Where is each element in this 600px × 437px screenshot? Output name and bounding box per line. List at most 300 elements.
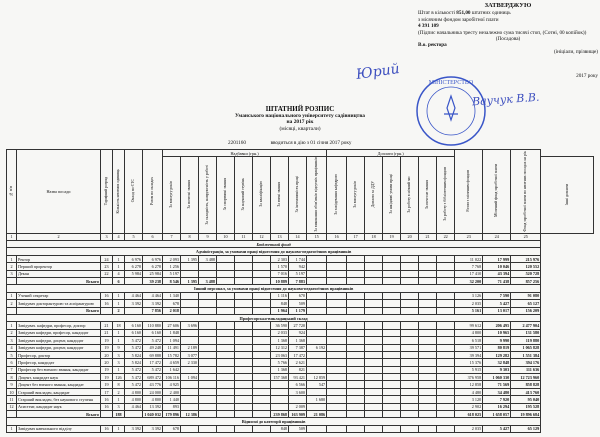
empty-cell	[235, 359, 253, 366]
empty-cell	[253, 255, 271, 262]
index-cell: 2	[17, 233, 101, 240]
surcharge-cell	[199, 425, 217, 432]
empty-cell	[419, 270, 437, 277]
surcharge-cell: 15 782	[163, 351, 181, 358]
monthly-fund-cell: 206 495	[483, 322, 511, 329]
total-month-cell: 3 120	[455, 396, 483, 403]
col-monthly-fund: Місячний фонд заробітної плати	[483, 150, 511, 234]
total-rate-cell: 7 856	[143, 307, 163, 314]
empty-cell	[419, 300, 437, 307]
empty-cell	[437, 329, 455, 336]
empty-cell	[253, 307, 271, 314]
empty-cell	[217, 344, 235, 351]
empty-cell	[217, 270, 235, 277]
empty-cell	[365, 359, 383, 366]
col-group-bonus: Доплати (грн.)	[327, 150, 455, 157]
fund-note: (Підпис начальника тресту незалежно сума тисячі стоп, (Сотні, 00 копійок))	[418, 29, 587, 36]
empty-cell	[437, 263, 455, 270]
signature-second: Ваучук В.В.	[471, 90, 540, 109]
empty-cell	[217, 366, 235, 373]
empty-cell	[235, 300, 253, 307]
total-rate-cell: 6 976	[143, 255, 163, 262]
empty-cell	[347, 255, 365, 262]
tariff-cell	[101, 277, 113, 284]
surcharge-cell: 893	[163, 403, 181, 410]
empty-cell	[419, 359, 437, 366]
empty-cell	[383, 396, 401, 403]
empty-cell	[347, 292, 365, 299]
col-sub-10: За вислугу років	[347, 157, 365, 234]
table-row	[7, 388, 594, 395]
empty-cell	[437, 359, 455, 366]
total-month-cell: 99 612	[455, 322, 483, 329]
empty-cell	[419, 388, 437, 395]
surcharge-cell: 848	[271, 425, 289, 432]
count-cell: 3	[113, 403, 125, 410]
name-label: (ініціали, прізвище)	[553, 48, 598, 55]
empty-cell	[365, 263, 383, 270]
empty-cell	[327, 374, 347, 381]
col-sub-16: Інші доплати	[541, 157, 594, 234]
empty-cell	[253, 292, 271, 299]
row-number: 4	[7, 344, 17, 351]
empty-cell	[401, 337, 419, 344]
empty-cell	[235, 322, 253, 329]
count-cell: 1	[113, 300, 125, 307]
salary-cell: 6 278	[125, 263, 143, 270]
empty-cell	[401, 366, 419, 373]
index-cell: 11	[235, 233, 253, 240]
monthly-fund-cell: 7 590	[483, 292, 511, 299]
row-number: 12	[7, 403, 17, 410]
col-tariff: Тарифний розряд	[101, 150, 113, 234]
row-number: 10	[7, 388, 17, 395]
annual-fund-cell: 12 723 960	[511, 374, 541, 381]
empty-cell	[327, 344, 347, 351]
table-row	[7, 366, 594, 373]
position-name: Завідувач докторантурою та аспірантурою	[17, 300, 101, 307]
total-month-cell: 5 915	[455, 366, 483, 373]
empty-cell	[419, 292, 437, 299]
empty-cell	[437, 300, 455, 307]
row-number: 9	[7, 381, 17, 388]
empty-cell	[217, 329, 235, 336]
empty-cell	[383, 292, 401, 299]
empty-cell	[347, 381, 365, 388]
surcharge-cell: 12 386	[181, 411, 199, 418]
total-month-cell: 11 022	[455, 255, 483, 262]
total-month-cell: 2 035	[455, 425, 483, 432]
section-title: Професорсько-викладацький склад	[7, 314, 541, 321]
surcharge-cell: 1 094	[181, 374, 199, 381]
monthly-fund-cell: 7 920	[483, 396, 511, 403]
total-row	[7, 307, 594, 314]
empty-cell	[253, 366, 271, 373]
row-number: 11	[7, 396, 17, 403]
empty-cell	[235, 396, 253, 403]
monthly-fund-cell: 34 480	[483, 388, 511, 395]
empty-cell	[419, 411, 437, 418]
surcharge-cell	[199, 300, 217, 307]
tariff-cell: 19	[101, 381, 113, 388]
salary-cell: 4 800	[125, 396, 143, 403]
row-number: 7	[7, 366, 17, 373]
index-cell: 19	[383, 233, 401, 240]
empty-cell	[437, 366, 455, 373]
index-cell: 22	[437, 233, 455, 240]
position-name: Всього	[17, 307, 101, 314]
count-cell: 6	[113, 277, 125, 284]
empty-cell	[347, 307, 365, 314]
empty-cell	[365, 292, 383, 299]
total-month-cell: 17 410	[455, 270, 483, 277]
position-name: Старший викладач, без наукового ступеня	[17, 396, 101, 403]
surcharge-cell: 1 440	[163, 396, 181, 403]
empty-cell	[217, 425, 235, 432]
surcharge-cell: 23 063	[271, 351, 289, 358]
surcharge-cell	[307, 403, 327, 410]
count-cell: 1	[113, 263, 125, 270]
total-rate-cell: 43 776	[143, 381, 163, 388]
surcharge-cell: 1 744	[289, 255, 307, 262]
empty-cell	[383, 337, 401, 344]
surcharge-cell: 1 642	[163, 366, 181, 373]
empty-cell	[327, 366, 347, 373]
surcharge-cell: 3 488	[199, 277, 217, 284]
total-month-cell: 5 161	[455, 307, 483, 314]
monthly-fund-cell: 5 427	[483, 300, 511, 307]
empty-cell	[437, 344, 455, 351]
salary-cell: 5 472	[125, 381, 143, 388]
empty-cell	[365, 344, 383, 351]
empty-cell	[347, 322, 365, 329]
surcharge-cell: 2 330	[181, 359, 199, 366]
table-row	[7, 292, 594, 299]
empty-cell	[365, 411, 383, 418]
col-group-surcharge: Надбавки (грн.)	[163, 150, 327, 157]
col-sub-8: За виконання обов'язків відсутніх працівників	[307, 157, 327, 234]
col-count: Кількість штатних одиниць	[113, 150, 125, 234]
surcharge-cell	[181, 425, 199, 432]
surcharge-cell: 2 009	[289, 403, 307, 410]
col-total-rate: Разом по окладах	[143, 150, 163, 234]
annual-fund-cell: 2 477 904	[511, 322, 541, 329]
empty-cell	[401, 329, 419, 336]
col-sub-14: За почесне звання	[419, 157, 437, 234]
monthly-fund-cell: 13 017	[483, 307, 511, 314]
empty-cell	[347, 374, 365, 381]
index-cell: 24	[483, 233, 511, 240]
annual-fund-cell: 111 636	[511, 366, 541, 373]
surcharge-cell	[199, 329, 217, 336]
row-number	[7, 307, 17, 314]
surcharge-cell: 4 925	[163, 381, 181, 388]
total-rate-cell: 6 160	[143, 329, 163, 336]
role-label: (Посадова)	[495, 36, 521, 43]
total-month-cell: 4 800	[455, 329, 483, 336]
surcharge-cell: 1 964	[271, 307, 289, 314]
row-number: 1	[7, 292, 17, 299]
surcharge-cell: 36 590	[271, 322, 289, 329]
empty-cell	[217, 307, 235, 314]
empty-cell	[253, 425, 271, 432]
empty-cell	[383, 366, 401, 373]
empty-cell	[383, 374, 401, 381]
surcharge-cell: 2 400	[163, 388, 181, 395]
empty-cell	[365, 388, 383, 395]
surcharge-cell	[307, 270, 327, 277]
surcharge-cell: 5 197	[163, 270, 181, 277]
effective-date: вводиться в дію з 01 січня 2017 року	[270, 140, 352, 146]
code-line	[228, 140, 351, 146]
empty-cell	[253, 374, 271, 381]
total-rate-cell: 110 880	[143, 322, 163, 329]
empty-cell	[253, 263, 271, 270]
monthly-fund-cell: 17 999	[483, 255, 511, 262]
empty-cell	[235, 270, 253, 277]
tariff-cell: 19	[101, 337, 113, 344]
count-cell: 4	[113, 270, 125, 277]
table-row	[7, 337, 594, 344]
salary-cell: 5 472	[125, 337, 143, 344]
monthly-fund-cell: 71 569	[483, 381, 511, 388]
empty-cell	[217, 351, 235, 358]
annual-fund-cell: 1 065 828	[511, 344, 541, 351]
surcharge-cell: 1 368	[271, 366, 289, 373]
tariff-cell: 24	[101, 255, 113, 262]
surcharge-cell	[307, 337, 327, 344]
surcharge-cell: 678	[163, 425, 181, 432]
surcharge-cell: 106 116	[163, 374, 181, 381]
salary-cell: 5 472	[125, 366, 143, 373]
surcharge-cell	[199, 388, 217, 395]
surcharge-cell: 4 659	[163, 359, 181, 366]
staff-table	[6, 149, 594, 433]
annual-fund-cell: 858 828	[511, 381, 541, 388]
surcharge-cell	[307, 307, 327, 314]
budget-code: 2201160	[228, 140, 246, 146]
position-name: Професор без вченого звання, кандидат	[17, 366, 101, 373]
surcharge-cell: 21 086	[307, 411, 327, 418]
surcharge-cell: 3 488	[199, 255, 217, 262]
monthly-fund-cell: 5 427	[483, 425, 511, 432]
empty-cell	[365, 425, 383, 432]
surcharge-cell	[307, 255, 327, 262]
fund-label: з місячним фондом заробітної плати	[418, 16, 499, 23]
index-cell: 17	[347, 233, 365, 240]
empty-cell	[401, 322, 419, 329]
salary-cell: 6 160	[125, 322, 143, 329]
empty-cell	[253, 411, 271, 418]
monthly-fund-cell: 10 965	[483, 329, 511, 336]
empty-cell	[253, 322, 271, 329]
total-month-cell: 32 200	[455, 277, 483, 284]
surcharge-cell	[271, 403, 289, 410]
section-row	[7, 241, 594, 248]
position-name: Завідувач кафедри, доцент, кандидат	[17, 337, 101, 344]
empty-cell	[365, 374, 383, 381]
surcharge-cell	[271, 396, 289, 403]
empty-cell	[419, 263, 437, 270]
count-cell: 1	[113, 425, 125, 432]
empty-cell	[383, 263, 401, 270]
empty-cell	[217, 263, 235, 270]
empty-cell	[235, 381, 253, 388]
signature-first: Юрий	[355, 61, 401, 83]
empty-cell	[327, 351, 347, 358]
tariff-cell: 16	[101, 300, 113, 307]
empty-cell	[235, 425, 253, 432]
section-row	[7, 285, 594, 292]
empty-cell	[217, 403, 235, 410]
empty-cell	[383, 307, 401, 314]
count-cell: 1	[113, 255, 125, 262]
table-row	[7, 263, 594, 270]
empty-cell	[365, 329, 383, 336]
row-number: 2	[7, 329, 17, 336]
empty-cell	[365, 403, 383, 410]
table-row	[7, 351, 594, 358]
row-number: 1	[7, 425, 17, 432]
count-cell: 8	[113, 381, 125, 388]
surcharge-cell	[199, 337, 217, 344]
surcharge-cell	[199, 366, 217, 373]
empty-cell	[235, 411, 253, 418]
salary-cell: 4 464	[125, 292, 143, 299]
empty-cell	[401, 270, 419, 277]
surcharge-cell	[181, 307, 199, 314]
row-number: 2	[7, 300, 17, 307]
total-month-cell: 2 035	[455, 300, 483, 307]
empty-cell	[253, 300, 271, 307]
tariff-cell: 23	[101, 263, 113, 270]
empty-cell	[419, 277, 437, 284]
salary-cell: 6 160	[125, 329, 143, 336]
index-row	[7, 233, 594, 240]
count-cell: 3	[113, 351, 125, 358]
empty-cell	[253, 277, 271, 284]
annual-fund-cell: 120 552	[511, 263, 541, 270]
empty-cell	[235, 344, 253, 351]
monthly-fund-cell: 1 658 057	[483, 411, 511, 418]
index-cell: 3	[101, 233, 113, 240]
section-row	[7, 418, 594, 425]
total-rate-cell: 39 238	[143, 277, 163, 284]
empty-cell	[217, 396, 235, 403]
empty-cell	[401, 381, 419, 388]
empty-cell	[347, 388, 365, 395]
surcharge-cell	[289, 396, 307, 403]
empty-cell	[347, 396, 365, 403]
surcharge-cell	[199, 374, 217, 381]
position-name: Завідувач навчального відділу	[17, 425, 101, 432]
surcharge-cell: 1 680	[307, 396, 327, 403]
position-name: Всього	[17, 277, 101, 284]
surcharge-cell	[271, 381, 289, 388]
empty-cell	[327, 307, 347, 314]
empty-cell	[235, 388, 253, 395]
stamp-text: МІНІСТЕРСТВО	[428, 80, 474, 86]
salary-cell: 3 392	[125, 425, 143, 432]
count-cell: 188	[113, 411, 125, 418]
total-month-cell: 4 480	[455, 388, 483, 395]
row-number: 8	[7, 374, 17, 381]
surcharge-cell: 27 606	[163, 322, 181, 329]
salary-cell	[125, 277, 143, 284]
count-cell: 9	[113, 344, 125, 351]
salary-cell: 5 472	[125, 374, 143, 381]
total-rate-cell: 17 472	[143, 359, 163, 366]
empty-cell	[437, 277, 455, 284]
tariff-cell: 20	[101, 351, 113, 358]
empty-cell	[235, 277, 253, 284]
surcharge-cell: 1 848	[163, 329, 181, 336]
surcharge-cell	[199, 403, 217, 410]
surcharge-cell: 1 256	[163, 263, 181, 270]
col-sub-9: За завідування кафедрою	[327, 157, 347, 234]
monthly-fund-cell: 80 819	[483, 344, 511, 351]
empty-cell	[437, 425, 455, 432]
salary-cell: 6 976	[125, 255, 143, 262]
table-row	[7, 403, 594, 410]
count-cell: 3	[113, 359, 125, 366]
empty-cell	[419, 381, 437, 388]
position-name: Учений секретар	[17, 292, 101, 299]
surcharge-cell: 821	[289, 366, 307, 373]
surcharge-cell	[181, 403, 199, 410]
total-month-cell: 39 571	[455, 344, 483, 351]
empty-cell	[253, 359, 271, 366]
surcharge-cell: 11 491	[163, 344, 181, 351]
empty-cell	[347, 300, 365, 307]
surcharge-cell: 10 889	[271, 277, 289, 284]
empty-cell	[217, 374, 235, 381]
tariff-cell	[101, 307, 113, 314]
surcharge-cell: 2 621	[289, 359, 307, 366]
position-name: Старший викладач, кандидат	[17, 388, 101, 395]
surcharge-cell: 509	[289, 300, 307, 307]
col-sub-13: За роботу в нічний час	[401, 157, 419, 234]
surcharge-cell: 179 896	[163, 411, 181, 418]
surcharge-cell: 678	[163, 300, 181, 307]
empty-cell	[383, 270, 401, 277]
table-row	[7, 322, 594, 329]
surcharge-cell	[199, 396, 217, 403]
empty-cell	[347, 270, 365, 277]
surcharge-cell	[199, 263, 217, 270]
empty-cell	[383, 329, 401, 336]
surcharge-cell	[199, 344, 217, 351]
empty-cell	[347, 337, 365, 344]
tariff-cell: 20	[101, 359, 113, 366]
surcharge-cell	[307, 366, 327, 373]
empty-cell	[217, 322, 235, 329]
surcharge-cell	[199, 351, 217, 358]
index-cell: 4	[113, 233, 125, 240]
surcharge-cell: 163 909	[289, 411, 307, 418]
tariff-cell: 16	[101, 396, 113, 403]
empty-cell	[235, 366, 253, 373]
empty-cell	[383, 403, 401, 410]
total-month-cell: 39 394	[455, 351, 483, 358]
empty-cell	[383, 277, 401, 284]
empty-cell	[235, 374, 253, 381]
empty-cell	[253, 381, 271, 388]
annual-fund-cell: 95 040	[511, 396, 541, 403]
tariff-cell: 19	[101, 374, 113, 381]
empty-cell	[365, 277, 383, 284]
surcharge-cell: 1 116	[271, 292, 289, 299]
